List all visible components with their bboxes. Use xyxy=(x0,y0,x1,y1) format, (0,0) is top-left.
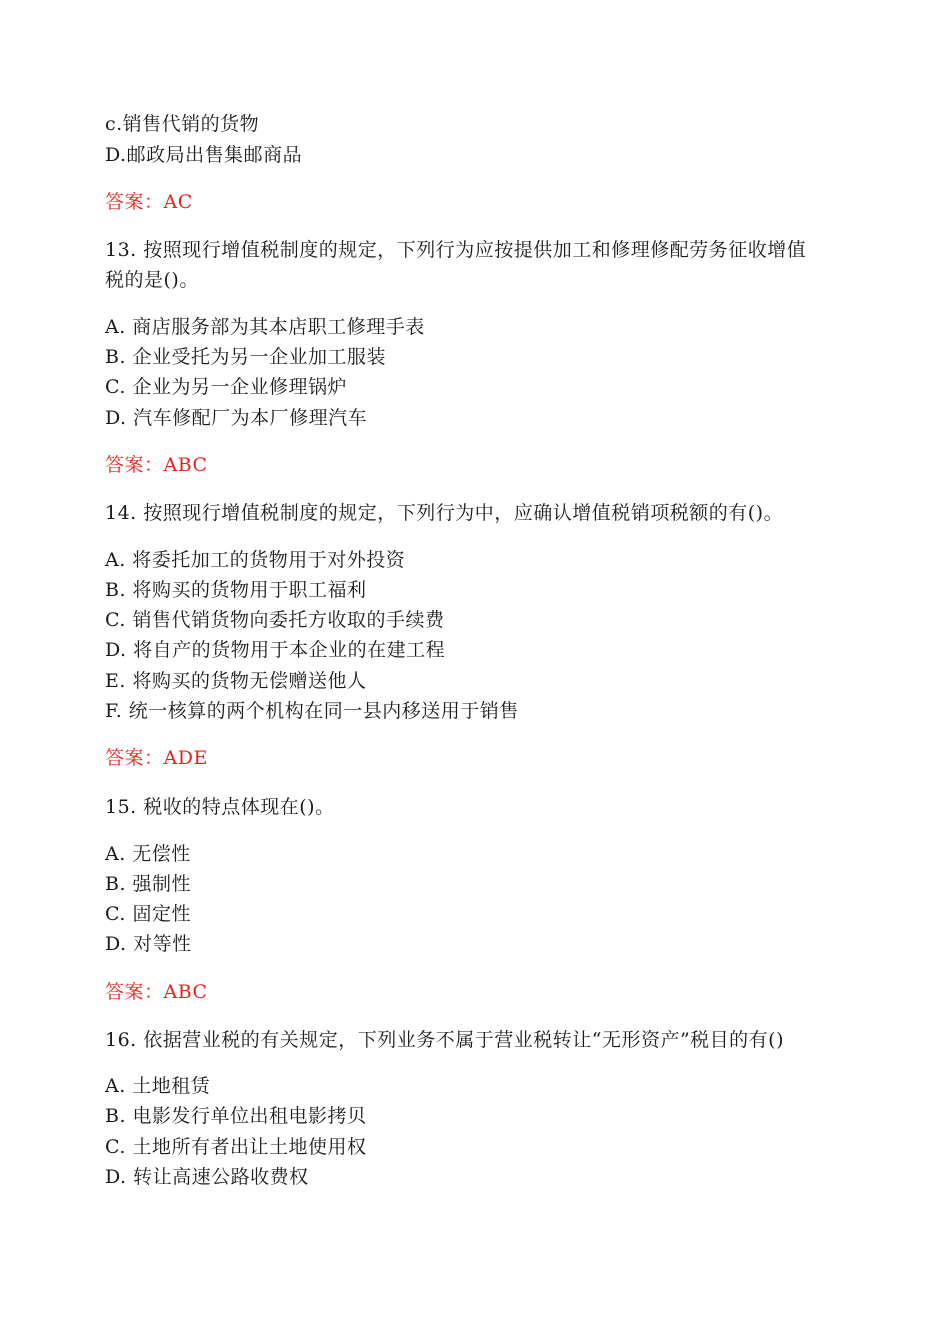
option-line: B. 企业受托为另一企业加工服装 xyxy=(105,346,387,368)
answer-line: 答案：AC xyxy=(105,191,193,213)
answer-line: 答案：ABC xyxy=(105,454,208,476)
option-line: c.销售代销的货物 xyxy=(105,113,260,135)
option-line: E. 将购买的货物无偿赠送他人 xyxy=(105,670,367,692)
question-line: 13. 按照现行增值税制度的规定，下列行为应按提供加工和修理修配劳务征收增值 xyxy=(105,239,807,261)
option-line: A. 土地租赁 xyxy=(105,1075,211,1097)
option-line: D. 将自产的货物用于本企业的在建工程 xyxy=(105,639,446,661)
answer-line: 答案：ABC xyxy=(105,981,208,1003)
question-line: 16. 依据营业税的有关规定，下列业务不属于营业税转让“无形资产”税目的有() xyxy=(105,1029,785,1051)
question-line: 税的是()。 xyxy=(105,269,199,291)
question-line: 15. 税收的特点体现在()。 xyxy=(105,796,335,818)
answer-line: 答案：ADE xyxy=(105,747,208,769)
option-line: C. 销售代销货物向委托方收取的手续费 xyxy=(105,609,445,631)
option-line: B. 电影发行单位出租电影拷贝 xyxy=(105,1105,367,1127)
option-line: B. 将购买的货物用于职工福利 xyxy=(105,579,367,601)
option-line: D. 汽车修配厂为本厂修理汽车 xyxy=(105,407,368,429)
option-line: D.邮政局出售集邮商品 xyxy=(105,144,303,166)
option-line: A. 无偿性 xyxy=(105,843,191,865)
option-line: B. 强制性 xyxy=(105,873,192,895)
option-line: A. 将委托加工的货物用于对外投资 xyxy=(105,549,406,571)
option-line: D. 转让高速公路收费权 xyxy=(105,1166,309,1188)
option-line: F. 统一核算的两个机构在同一县内移送用于销售 xyxy=(105,700,519,722)
option-line: D. 对等性 xyxy=(105,933,192,955)
option-line: C. 土地所有者出让土地使用权 xyxy=(105,1136,367,1158)
option-line: C. 固定性 xyxy=(105,903,191,925)
option-line: A. 商店服务部为其本店职工修理手表 xyxy=(105,316,425,338)
option-line: C. 企业为另一企业修理锅炉 xyxy=(105,376,347,398)
question-line: 14. 按照现行增值税制度的规定，下列行为中，应确认增值税销项税额的有()。 xyxy=(105,502,784,524)
